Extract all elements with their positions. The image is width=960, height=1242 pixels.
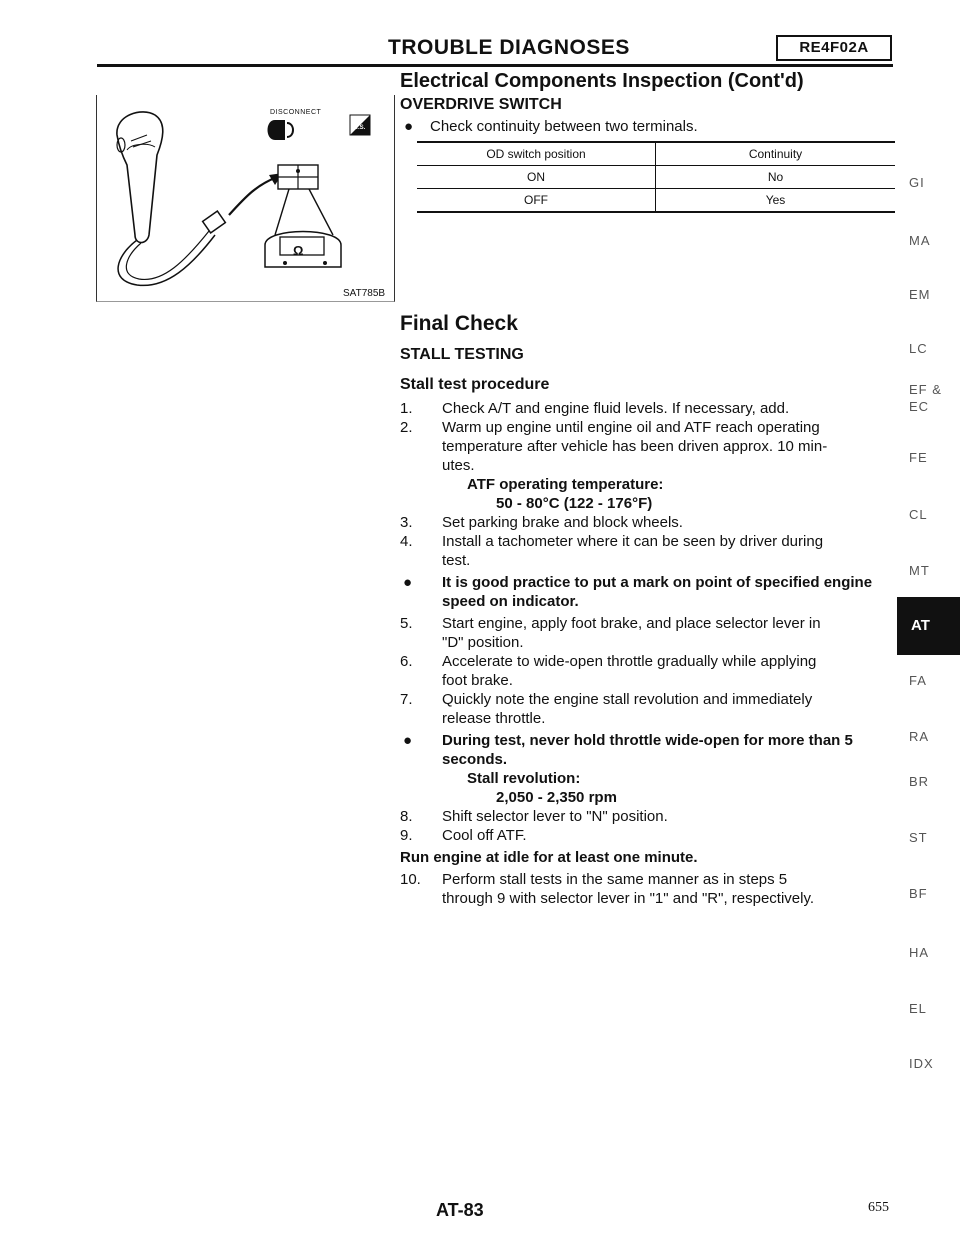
step-4-cont: test. [442, 552, 471, 569]
bullet-icon: ● [403, 574, 413, 591]
side-index-fe[interactable]: FE [909, 450, 928, 465]
step-9: 9. Cool off ATF. [400, 827, 527, 844]
side-index-ma[interactable]: MA [909, 233, 931, 248]
side-index-cl[interactable]: CL [909, 507, 928, 522]
cable-shape [118, 235, 215, 285]
continuity-text: Check continuity between two terminals. [430, 118, 698, 135]
side-index-idx[interactable]: IDX [909, 1056, 934, 1071]
step-5-cont: "D" position. [442, 634, 524, 651]
model-code-box: RE4F02A [776, 35, 892, 61]
overdrive-switch-figure [96, 95, 395, 302]
note-mark-speed-cont: speed on indicator. [442, 593, 579, 610]
side-index-ec[interactable]: EC [909, 399, 930, 414]
shift-knob-shape [117, 112, 163, 243]
side-index-fa[interactable]: FA [909, 673, 927, 688]
cell-continuity: Yes [656, 189, 896, 213]
table-row [417, 189, 895, 213]
connector-shape [203, 211, 226, 233]
step-6: 6. Accelerate to wide-open throttle gradually while applying [400, 653, 817, 670]
table-row [417, 166, 895, 189]
side-index-st[interactable]: ST [909, 830, 928, 845]
step-10-cont: through 9 with selector lever in "1" and "R", respectively. [442, 890, 815, 907]
bullet-icon: ● [403, 732, 413, 749]
disconnect-label: DISCONNECT [270, 109, 322, 116]
side-index-gi[interactable]: GI [909, 175, 925, 190]
page-header-title: TROUBLE DIAGNOSES [388, 36, 630, 59]
side-index-ha[interactable]: HA [909, 945, 930, 960]
final-check-heading: Final Check [400, 312, 518, 335]
arrow-shape [229, 177, 277, 215]
step-2: 2. Warm up engine until engine oil and ATF reach operating [400, 419, 820, 436]
cell-position: ON [417, 166, 656, 189]
page-number: AT-83 [436, 1200, 484, 1220]
header-rule [97, 64, 893, 67]
stall-procedure-heading: Stall test procedure [400, 376, 550, 393]
step-5: 5. Start engine, apply foot brake, and place selector lever in [400, 615, 821, 632]
side-index-el[interactable]: EL [909, 1001, 927, 1016]
cell-continuity: No [656, 166, 896, 189]
header-od-switch-position: OD switch position [417, 142, 656, 166]
step-2-cont: temperature after vehicle has been driven approx. 10 min- [442, 438, 828, 455]
step-6-cont: foot brake. [442, 672, 513, 689]
side-index-lc[interactable]: LC [909, 341, 928, 356]
side-index-mt[interactable]: MT [909, 563, 930, 578]
cell-position: OFF [417, 189, 656, 213]
side-index-bf[interactable]: BF [909, 886, 928, 901]
note-mark-speed: ● It is good practice to put a mark on point of specified engine [403, 574, 873, 591]
step-3: 3. Set parking brake and block wheels. [400, 514, 683, 531]
stall-revolution-value: 2,050 - 2,350 rpm [496, 789, 617, 806]
shift-lever-diagram [97, 95, 394, 301]
table-header-row [417, 142, 895, 166]
idle-note: Run engine at idle for at least one minute. [400, 849, 698, 866]
step-10: 10. Perform stall tests in the same manner as in steps 5 [400, 871, 788, 888]
header-continuity: Continuity [656, 142, 896, 166]
step-4: 4. Install a tachometer where it can be seen by driver during [400, 533, 824, 550]
ts-label: T.S. [355, 125, 366, 131]
stall-test-steps [400, 399, 896, 908]
stall-testing-heading: STALL TESTING [400, 346, 524, 363]
side-index-ef[interactable]: EF & [909, 382, 942, 397]
step-7-cont: release throttle. [442, 710, 546, 727]
section-title: Electrical Components Inspection (Cont'd) [400, 70, 804, 92]
continuity-instruction [404, 118, 698, 135]
side-index-em[interactable]: EM [909, 287, 931, 302]
side-index-at-label: AT [911, 617, 930, 634]
stall-revolution-label: Stall revolution: [467, 770, 581, 787]
atf-temp-label: ATF operating temperature: [467, 476, 664, 493]
disconnect-icon [268, 120, 286, 140]
step-7: 7. Quickly note the engine stall revolution and immediately [400, 691, 813, 708]
note-throttle-cont: seconds. [442, 751, 508, 768]
overdrive-switch-heading: OVERDRIVE SWITCH [400, 96, 562, 113]
atf-temp-value: 50 - 80°C (122 - 176°F) [496, 495, 653, 512]
side-index-ra[interactable]: RA [909, 729, 930, 744]
step-8: 8. Shift selector lever to "N" position. [400, 808, 668, 825]
figure-code: SAT785B [343, 288, 386, 299]
od-switch-continuity-table [417, 141, 895, 213]
step-1: 1. Check A/T and engine fluid levels. If necessary, add. [400, 400, 790, 417]
print-page-number: 655 [868, 1200, 889, 1215]
bullet-icon: ● [404, 118, 414, 135]
side-index-br[interactable]: BR [909, 774, 930, 789]
ohm-symbol: Ω [293, 243, 304, 258]
note-throttle: ● During test, never hold throttle wide-open for more than 5 [403, 732, 853, 749]
step-2-cont: utes. [442, 457, 475, 474]
